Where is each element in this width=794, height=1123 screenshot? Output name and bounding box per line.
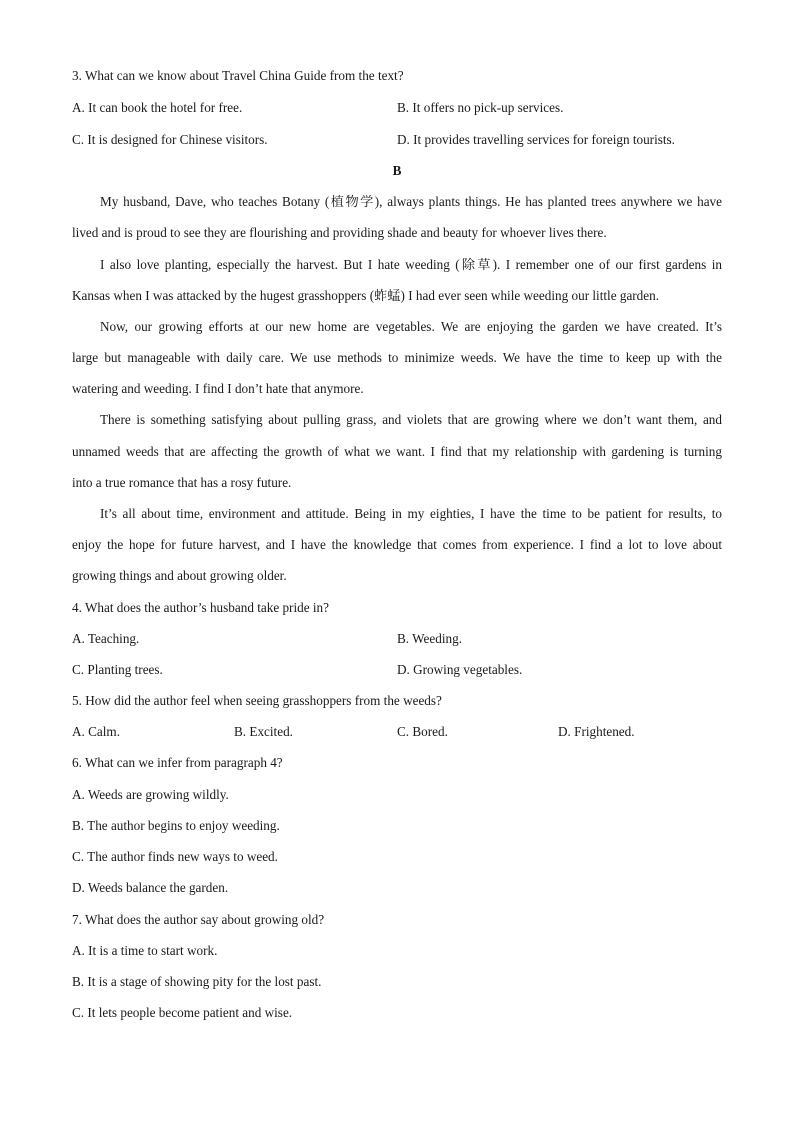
question-5-option-d[interactable]: D. Frightened. xyxy=(558,724,635,739)
question-4-option-c[interactable]: C. Planting trees. xyxy=(72,662,163,677)
question-6-option-c[interactable]: C. The author finds new ways to weed. xyxy=(72,849,278,864)
question-5-option-c[interactable]: C. Bored. xyxy=(397,724,448,739)
passage-p4-line3: into a true romance that has a rosy future. xyxy=(72,475,292,490)
question-7-option-c[interactable]: C. It lets people become patient and wise. xyxy=(72,1005,293,1020)
passage-p3-line1: Now, our growing efforts at our new home are vegetables. We are enjoying the garden we have created. It’s xyxy=(100,319,722,334)
question-6-stem: 6. What can we infer from paragraph 4? xyxy=(72,755,283,770)
question-7-option-a[interactable]: A. It is a time to start work. xyxy=(72,943,218,958)
passage-p5-line2: enjoy the hope for future harvest, and I have the knowledge that comes from experience. I find a lot to love about xyxy=(72,537,722,552)
question-3-option-c[interactable]: C. It is designed for Chinese visitors. xyxy=(72,132,268,147)
passage-p2-line2: Kansas when I was attacked by the hugest grasshoppers (蚱蜢) I had ever seen while weeding our little garden. xyxy=(72,288,660,303)
question-5-option-b[interactable]: B. Excited. xyxy=(234,724,293,739)
question-7-stem: 7. What does the author say about growing old? xyxy=(72,912,325,927)
question-4-stem: 4. What does the author’s husband take pride in? xyxy=(72,600,329,615)
question-6-option-d[interactable]: D. Weeds balance the garden. xyxy=(72,880,229,895)
question-3-stem: 3. What can we know about Travel China Guide from the text? xyxy=(72,68,404,83)
question-3-option-d[interactable]: D. It provides travelling services for foreign tourists. xyxy=(397,132,675,147)
question-3-option-b[interactable]: B. It offers no pick-up services. xyxy=(397,100,564,115)
question-4-option-d[interactable]: D. Growing vegetables. xyxy=(397,662,523,677)
question-6-option-a[interactable]: A. Weeds are growing wildly. xyxy=(72,787,229,802)
question-4-option-a[interactable]: A. Teaching. xyxy=(72,631,140,646)
passage-p4-line1: There is something satisfying about pulling grass, and violets that are growing where we don’t want them, and xyxy=(100,412,722,427)
question-4-option-b[interactable]: B. Weeding. xyxy=(397,631,462,646)
question-3-option-a[interactable]: A. It can book the hotel for free. xyxy=(72,100,243,115)
question-5-option-a[interactable]: A. Calm. xyxy=(72,724,120,739)
question-5-stem: 5. How did the author feel when seeing grasshoppers from the weeds? xyxy=(72,693,442,708)
passage-p5-line3: growing things and about growing older. xyxy=(72,568,287,583)
passage-p1-line2: lived and is proud to see they are flourishing and providing shade and beauty for whoever lives there. xyxy=(72,225,607,240)
passage-p4-line2: unnamed weeds that are affecting the growth of what we want. I find that my relationship with gardening is turning xyxy=(72,444,722,459)
section-heading: B xyxy=(392,163,402,178)
question-7-option-b[interactable]: B. It is a stage of showing pity for the lost past. xyxy=(72,974,322,989)
question-6-option-b[interactable]: B. The author begins to enjoy weeding. xyxy=(72,818,280,833)
passage-p3-line3: watering and weeding. I find I don’t hate that anymore. xyxy=(72,381,364,396)
passage-p5-line1: It’s all about time, environment and attitude. Being in my eighties, I have the time to be patient for results, to xyxy=(100,506,722,521)
passage-p2-line1: I also love planting, especially the harvest. But I hate weeding (除草). I remember one of our first gardens in xyxy=(100,257,722,272)
passage-p3-line2: large but manageable with daily care. We use methods to minimize weeds. We have the time to keep up with the xyxy=(72,350,722,365)
passage-p1-line1: My husband, Dave, who teaches Botany (植物学), always plants things. He has planted trees anywhere we have xyxy=(100,194,722,209)
